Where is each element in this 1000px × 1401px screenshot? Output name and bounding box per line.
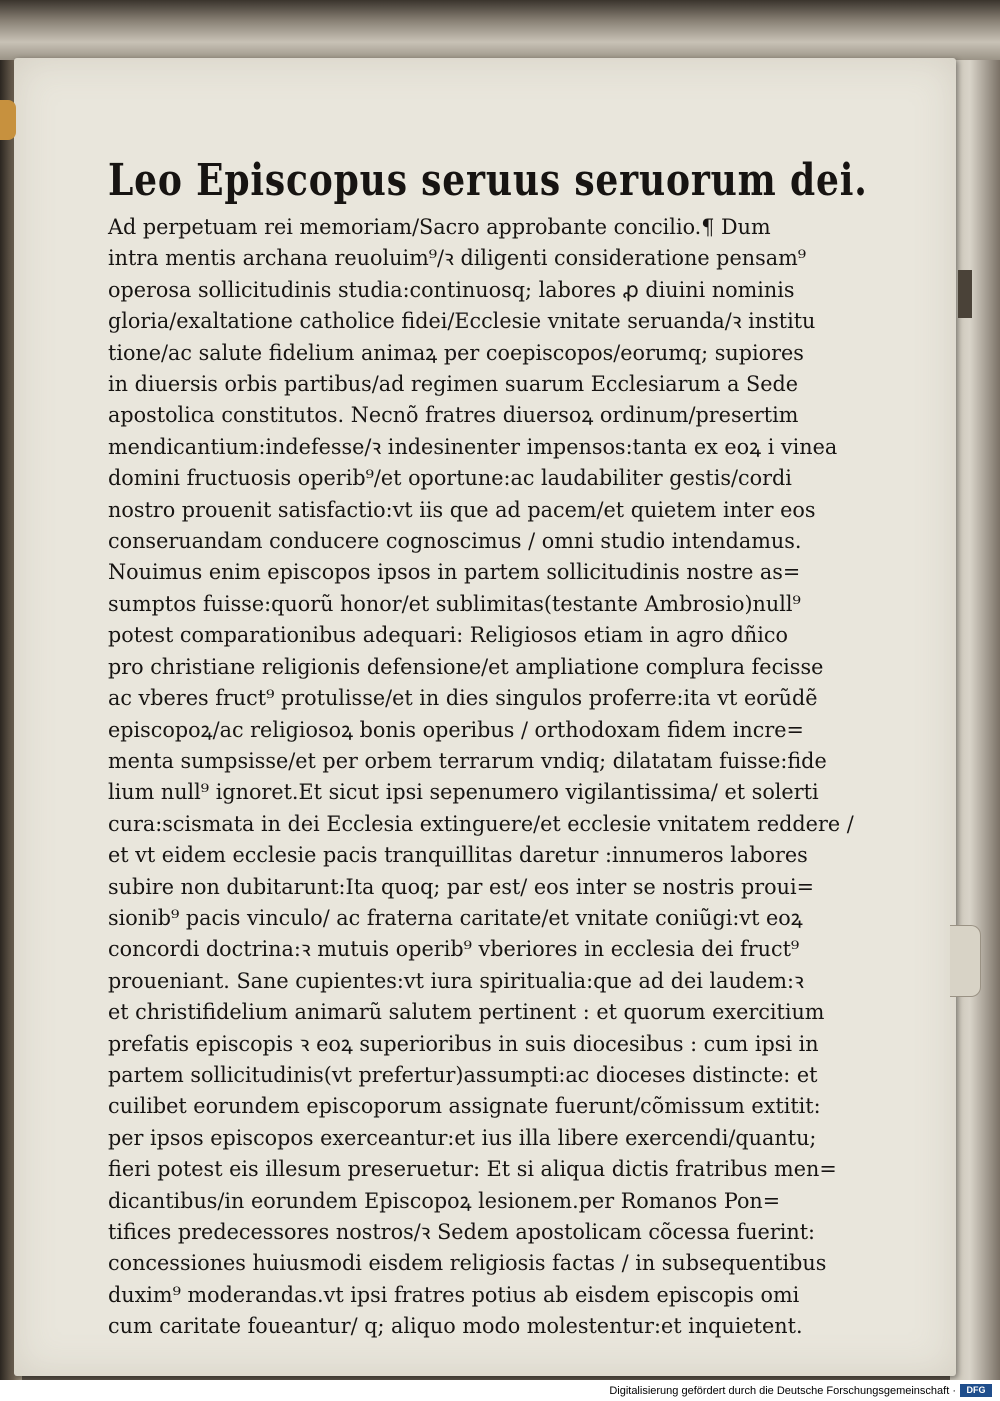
text-line: concordi doctrina:ꝛ mutuis operib⁹ vberiores in ecclesia dei fruct⁹ xyxy=(108,937,800,962)
text-line: cura:scismata in dei Ecclesia extinguere/et ecclesie vnitatem reddere / xyxy=(108,811,854,836)
text-line: tione/ac salute fidelium animaꝝ per coepiscopos/eorumq; supiores xyxy=(108,340,804,365)
text-line: in diuersis orbis partibus/ad regimen suarum Ecclesiarum a Sede xyxy=(108,372,799,397)
dfg-logo: DFG xyxy=(960,1384,992,1397)
text-line: et vt eidem ecclesie pacis tranquillitas daretur :innumeros labores xyxy=(108,843,808,868)
document-heading: Leo Episcopus seruus seruorum dei. xyxy=(108,155,868,206)
text-line: cum caritate foueantur/ q; aliquo modo molestentur:et inquietent. xyxy=(108,1314,803,1339)
text-line: per ipsos episcopos exerceantur:et ius illa libere exercendi/quantu; xyxy=(108,1125,817,1150)
text-line: menta sumpsisse/et per orbem terrarum vndiq; dilatatam fuisse:fide xyxy=(108,748,827,773)
text-line: conseruandam conducere cognoscimus / omni studio intendamus. xyxy=(108,529,802,554)
text-line: subire non dubitarunt:Ita quoq; par est/ eos inter se nostris proui= xyxy=(108,874,814,899)
side-clip xyxy=(958,270,972,318)
text-line: ac vberes fruct⁹ protulisse/et in dies singulos proferre:ita vt eorũdẽ xyxy=(108,686,818,711)
text-line: mendicantium:indefesse/ꝛ indesinenter impensos:tanta ex eoꝝ i vinea xyxy=(108,434,838,459)
text-line: domini fructuosis operib⁹/et oportune:ac laudabiliter gestis/cordi xyxy=(108,466,792,491)
book-page-edges-right xyxy=(950,60,1000,1380)
text-line: potest comparationibus adequari: Religiosos etiam in agro dñico xyxy=(108,623,788,648)
text-line: fieri potest eis illesum preseruetur: Et si aliqua dictis fratribus men= xyxy=(108,1157,837,1182)
text-line: lium null⁹ ignoret.Et sicut ipsi sepenumero vigilantissima/ et solerti xyxy=(108,780,819,805)
text-line: et christifidelium animarũ salutem pertinent : et quorum exercitium xyxy=(108,1000,825,1025)
text-line: intra mentis archana reuoluim⁹/ꝛ diligenti consideratione pensam⁹ xyxy=(108,246,807,271)
text-line: Nouimus enim episcopos ipsos in partem sollicitudinis nostre as= xyxy=(108,560,801,585)
text-line: episcopoꝝ/ac religiosoꝝ bonis operibus / orthodoxam fidem incre= xyxy=(108,717,804,742)
text-line: operosa sollicitudinis studia:continuosq; labores ꝓ diuini nominis xyxy=(108,277,795,302)
text-line: pro christiane religionis defensione/et ampliatione complura fecisse xyxy=(108,654,824,679)
document-text xyxy=(108,156,888,1343)
text-line: dicantibus/in eorundem Episcopoꝝ lesionem.per Romanos Pon= xyxy=(108,1188,781,1213)
text-line: apostolica constitutos. Necnõ fratres diuersoꝝ ordinum/presertim xyxy=(108,403,799,428)
text-line: gloria/exaltatione catholice fidei/Ecclesie vnitate seruanda/ꝛ institu xyxy=(108,309,816,334)
text-line: prefatis episcopis ꝛ eoꝝ superioribus in suis diocesibus : cum ipsi in xyxy=(108,1031,819,1056)
text-line: Ad perpetuam rei memoriam/Sacro approbante concilio.¶ Dum xyxy=(108,215,771,239)
text-line: sionib⁹ pacis vinculo/ ac fraterna caritate/et vnitate coniũgi:vt eoꝝ xyxy=(108,905,803,930)
text-line: proueniant. Sane cupientes:vt iura spiritualia:que ad dei laudem:ꝛ xyxy=(108,968,804,993)
text-line: tifices predecessores nostros/ꝛ Sedem apostolicam cõcessa fuerint: xyxy=(108,1220,816,1244)
text-line: concessiones huiusmodi eisdem religiosis factas / in subsequentibus xyxy=(108,1251,827,1276)
book-top-edge xyxy=(0,0,1000,60)
text-line: cuilibet eorundem episcoporum assignate fuerunt/cõmissum extitit: xyxy=(108,1094,821,1119)
text-line: sumptos fuisse:quorũ honor/et sublimitas(testante Ambrosio)null⁹ xyxy=(108,591,801,616)
page-curl-left xyxy=(0,100,16,140)
page-tab-marker xyxy=(950,925,981,997)
document-body xyxy=(108,212,888,1343)
text-line: nostro prouenit satisfactio:vt iis que ad pacem/et quietem inter eos xyxy=(108,497,816,522)
footer-credit: Digitalisierung gefördert durch die Deutsche Forschungsgemeinschaft · xyxy=(609,1385,956,1397)
text-line: partem sollicitudinis(vt prefertur)assumpti:ac dioceses distincte: et xyxy=(108,1062,818,1087)
text-line: duxim⁹ moderandas.vt ipsi fratres potius ab eisdem episcopis omi xyxy=(108,1282,800,1307)
